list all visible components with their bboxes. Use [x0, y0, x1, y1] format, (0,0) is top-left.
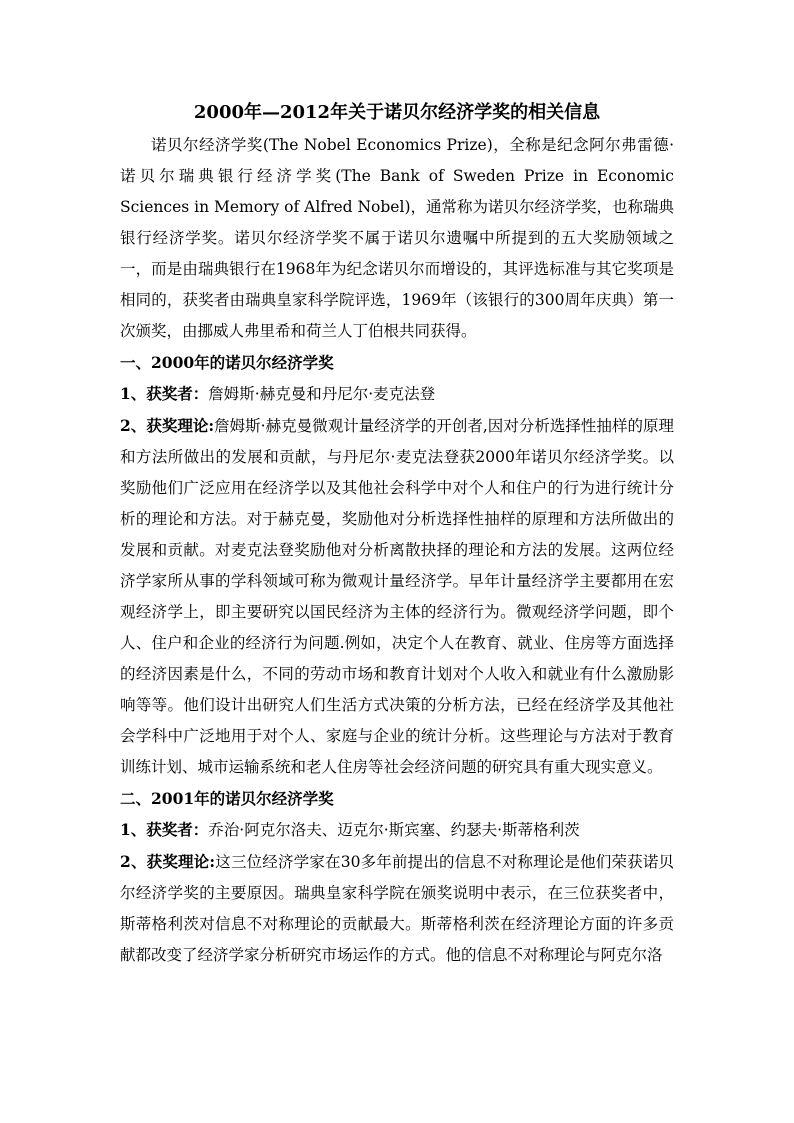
document-page — [120, 98, 674, 971]
winner-label: 1、获奖者： — [120, 384, 209, 403]
theory-text: 詹姆斯·赫克曼微观计量经济学的开创者,因对分析选择性抽样的原理和方法所做出的发展和贡献，与丹尼尔·麦克法登获2000年诺贝尔经济学奖。以奖励他们广泛应用在经济学以及其他社会科学中对个人和住户的行为进行统计分析的理论和方法。对于赫克曼，奖励他对分析选择性抽样的原理和方法所做出的发展和贡献。对麦克法登奖励他对分析离散抉择的理论和方法的发展。这两位经济学家所从事的学科领域可称为微观计量经济学。早年计量经济学主要都用在宏观经济学上，即主要研究以国民经济为主体的经济行为。微观经济学问题，即个人、住户和企业的经济行为问题.例如，决定个人在教育、就业、住房等方面选择的经济因素是什么，不同的劳动市场和教育计划对个人收入和就业有什么激励影响等等。他们设计出研究人们生活方式决策的分析方法，已经在经济学及其他社会学科中广泛地用于对个人、家庭与企业的统计分析。这些理论与方法对于教育训练计划、城市运输系统和老人住房等社会经济问题的研究具有重大现实意义。 — [120, 417, 674, 776]
document-title: 2000年—2012年关于诺贝尔经济学奖的相关信息 — [193, 102, 601, 123]
winner-text: 乔治·阿克尔洛夫、迈克尔·斯宾塞、约瑟夫·斯蒂格利茨 — [208, 821, 580, 839]
section-2001-theory — [120, 846, 674, 971]
section-2001-winners — [120, 814, 674, 846]
intro-paragraph: 诺贝尔经济学奖(The Nobel Economics Prize)，全称是纪念阿尔弗雷德·诺贝尔瑞典银行经济学奖(The Bank of Sweden Prize in Economic Sciences in Memory of Alfred Nobel)，通常称为诺贝尔经济学奖，也称瑞典银行经济学奖。诺贝尔经济学奖不属于诺贝尔遗嘱中所提到的五大奖励领域之一，而是由瑞典银行在1968年为纪念诺贝尔而增设的，其评选标准与其它奖项是相同的，获奖者由瑞典皇家科学院评选，1969年（该银行的300周年庆典）第一次颁奖，由挪威人弗里希和荷兰人丁伯根共同获得。 — [120, 136, 674, 340]
winner-label: 1、获奖者： — [120, 820, 209, 839]
section-2000-heading: 一、2000年的诺贝尔经济学奖 — [120, 353, 334, 372]
theory-text: 这三位经济学家在30多年前提出的信息不对称理论是他们荣获诺贝尔经济学奖的主要原因。瑞典皇家科学院在颁奖说明中表示，在三位获奖者中，斯蒂格利茨对信息不对称理论的贡献最大。斯蒂格利茨在经济理论方面的许多贡献都改变了经济学家分析研究市场运作的方式。他的信息不对称理论与阿克尔洛 — [120, 853, 674, 964]
section-2000-theory — [120, 410, 674, 783]
section-2000-winners — [120, 378, 674, 410]
theory-label: 2、获奖理论: — [120, 416, 215, 435]
theory-label: 2、获奖理论: — [120, 852, 216, 871]
section-2001-heading: 二、2001年的诺贝尔经济学奖 — [120, 789, 334, 808]
winner-text: 詹姆斯·赫克曼和丹尼尔·麦克法登 — [208, 385, 436, 403]
